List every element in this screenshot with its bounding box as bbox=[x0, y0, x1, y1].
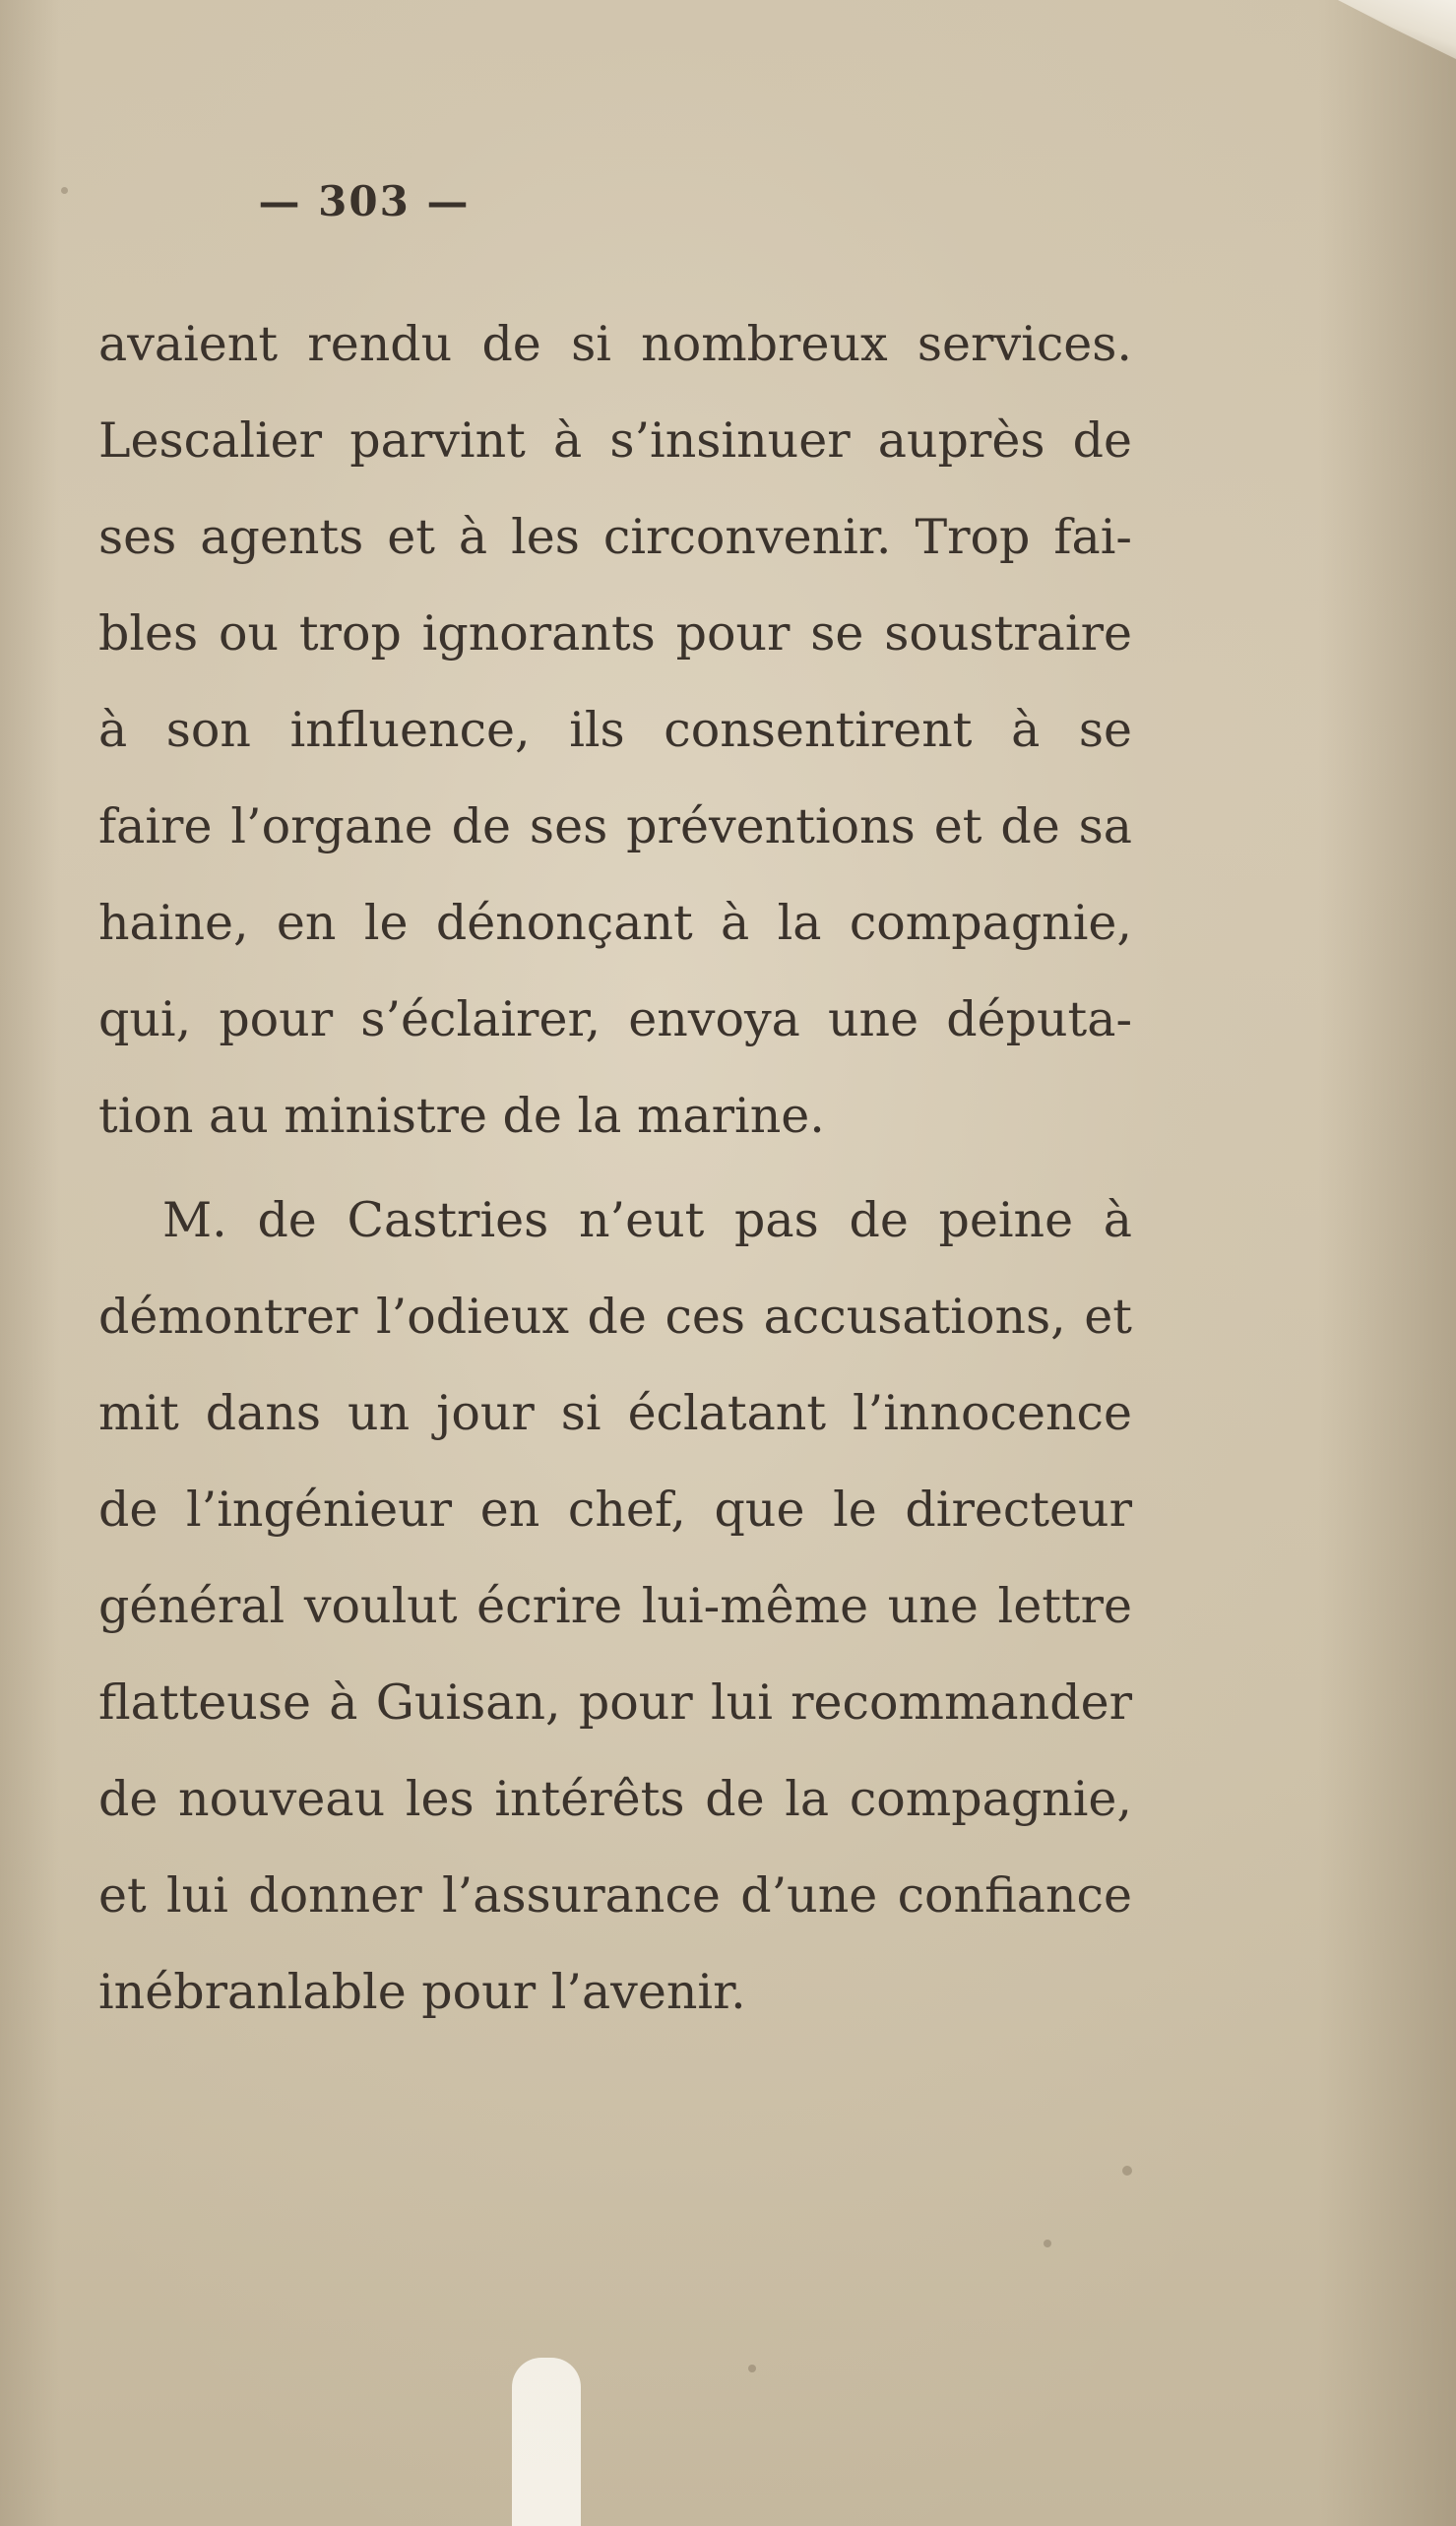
text-line: démontrer l’odieux de ces accusations, et bbox=[98, 1289, 1132, 1345]
text-line: inébranlable pour l’avenir. bbox=[98, 1964, 746, 2020]
text-line: qui, pour s’éclairer, envoya une députa- bbox=[98, 991, 1132, 1047]
text-line: général voulut écrire lui-même une lettre bbox=[98, 1578, 1132, 1634]
text-line: avaient rendu de si nombreux services. bbox=[98, 316, 1132, 372]
page-number: — 303 — bbox=[258, 177, 471, 225]
text-line: haine, en le dénonçant à la compagnie, bbox=[98, 895, 1132, 951]
text-line: de l’ingénieur en chef, que le directeur bbox=[98, 1482, 1132, 1538]
text-line: M. de Castries n’eut pas de peine à bbox=[162, 1192, 1132, 1248]
text-line: Lescalier parvint à s’insinuer auprès de bbox=[98, 412, 1132, 469]
text-line: tion au ministre de la marine. bbox=[98, 1088, 825, 1144]
text-line: ses agents et à les circonvenir. Trop fai- bbox=[98, 509, 1132, 565]
text-line: faire l’organe de ses préventions et de sa bbox=[98, 798, 1132, 854]
text-line: flatteuse à Guisan, pour lui recommander bbox=[98, 1674, 1132, 1731]
text-line: bles ou trop ignorants pour se soustraire bbox=[98, 605, 1132, 662]
text-line: mit dans un jour si éclatant l’innocence bbox=[98, 1385, 1132, 1441]
text-line: à son influence, ils consentirent à se bbox=[98, 702, 1132, 758]
text-line: et lui donner l’assurance d’une confiance bbox=[98, 1867, 1132, 1924]
text-line: de nouveau les intérêts de la compagnie, bbox=[98, 1771, 1132, 1827]
